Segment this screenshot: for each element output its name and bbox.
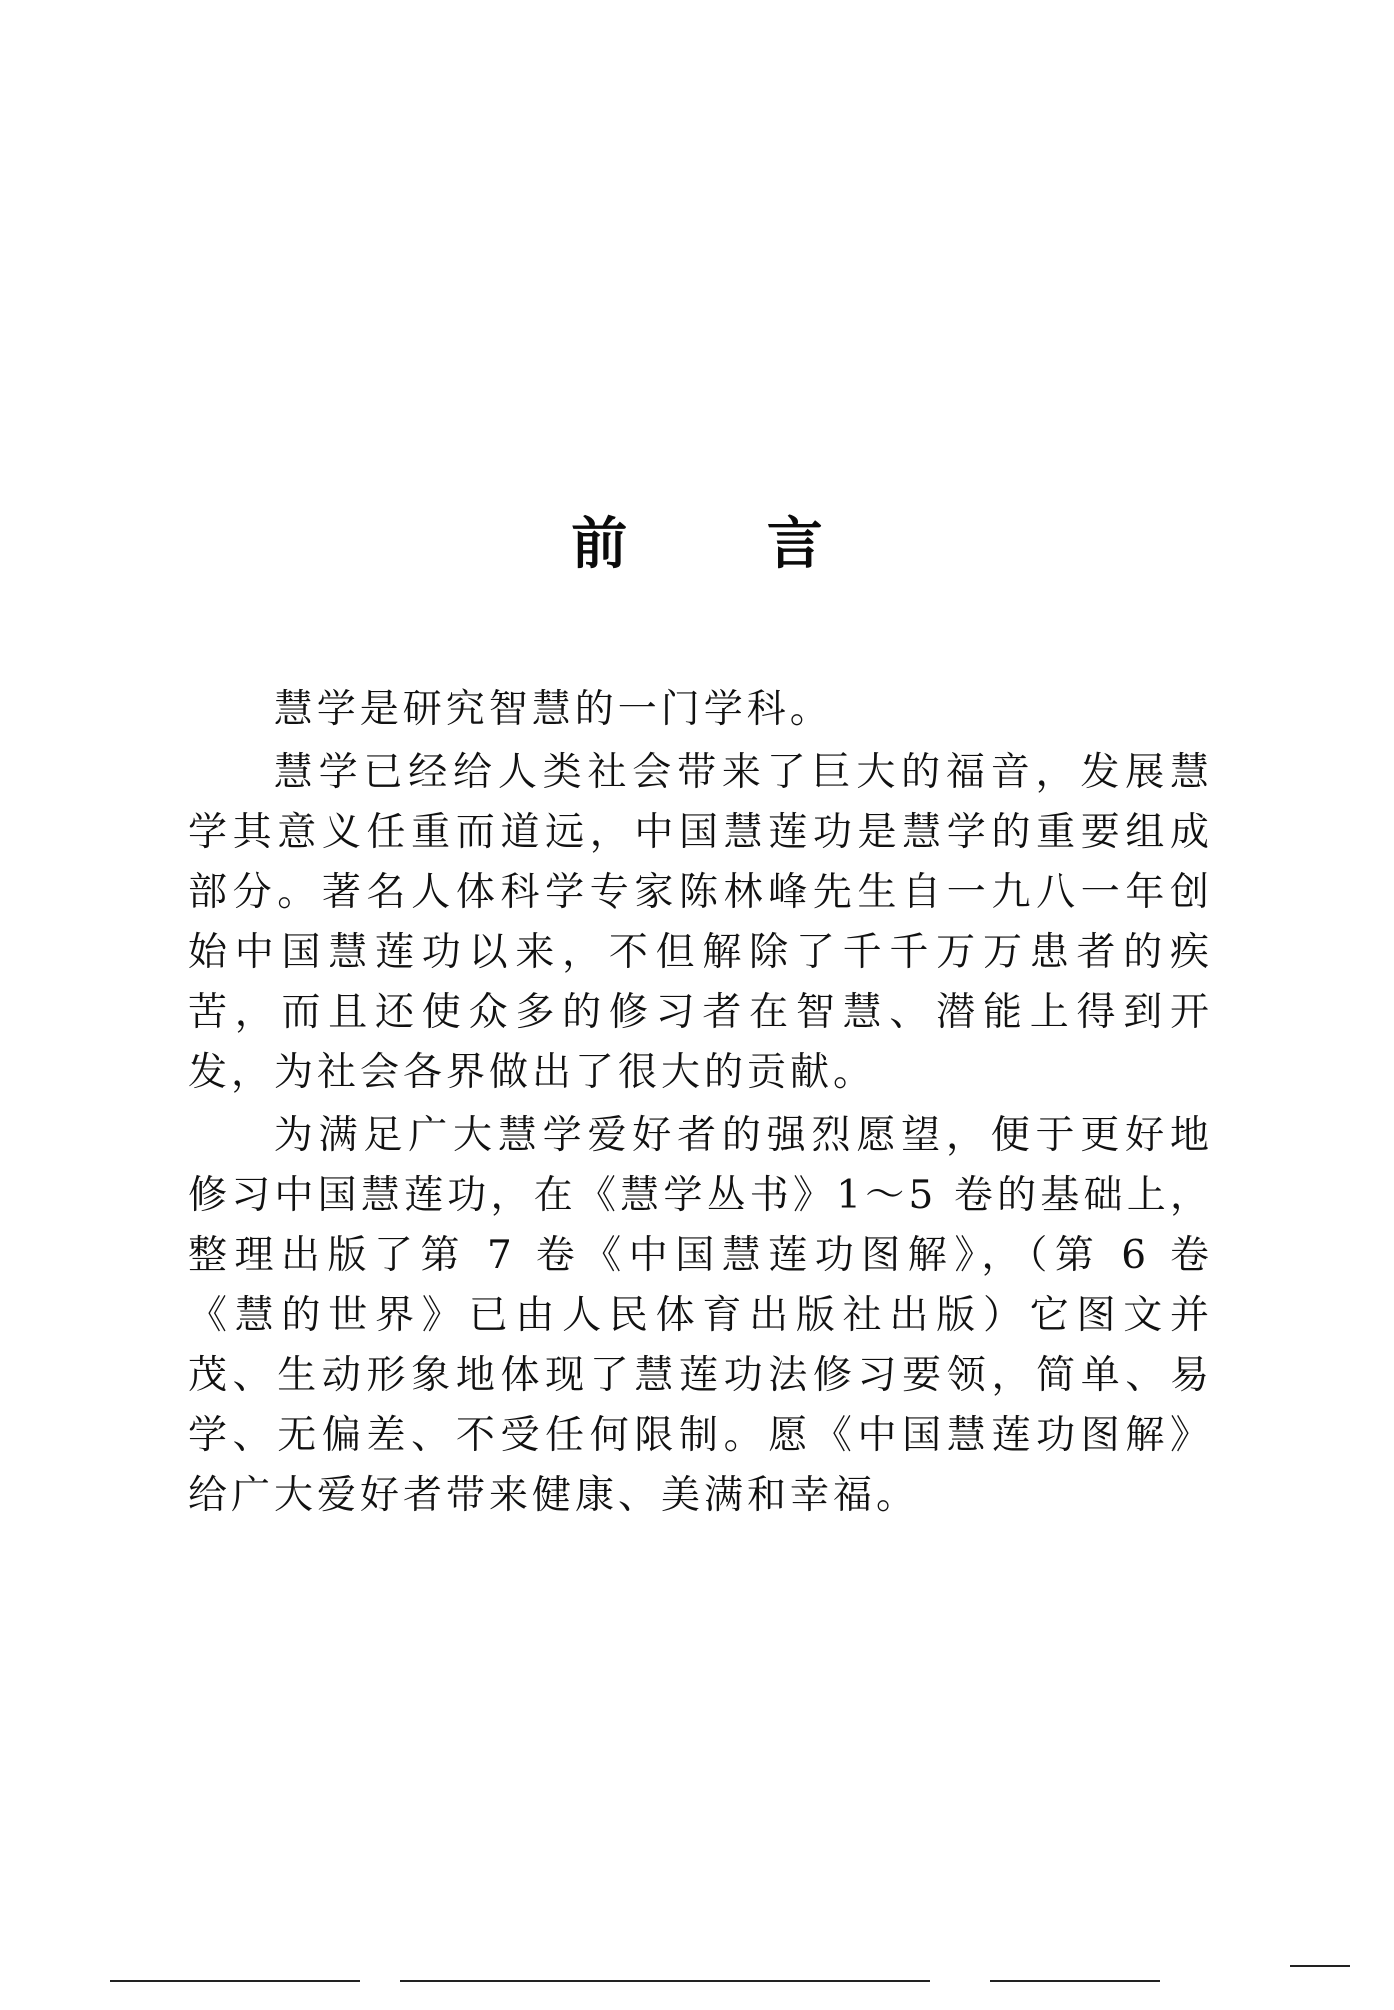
scan-rule-right [990, 1980, 1160, 1982]
scan-rule-edge [1290, 1965, 1350, 1967]
paragraph-3: 为满足广大慧学爱好者的强烈愿望，便于更好地修习中国慧莲功，在《慧学丛书》1～5 卷的基础上，整理出版了第 7 卷《中国慧莲功图解》，（第 6 卷《慧的世界》已由人民体育出版社出版）它图文并茂、生动形象地体现了慧莲功法修习要领，简单、易学、无偏差、不受任何限制。愿《中国慧莲功图解》给广大爱好者带来健康、美满和幸福。 [188, 1113, 1213, 1518]
page-title: 前 言 [571, 512, 883, 577]
paragraph-1: 慧学是研究智慧的一门学科。 [273, 687, 833, 732]
scan-rule-middle [400, 1980, 930, 1982]
scan-rule-left [110, 1980, 360, 1982]
preface-body [188, 680, 1213, 1529]
paragraph-2: 慧学已经给人类社会带来了巨大的福音，发展慧学其意义任重而道远，中国慧莲功是慧学的重要组成部分。著名人体科学专家陈林峰先生自一九八一年创始中国慧莲功以来，不但解除了千千万万患者的疾苦，而且还使众多的修习者在智慧、潜能上得到开发，为社会各界做出了很大的贡献。 [188, 750, 1213, 1095]
